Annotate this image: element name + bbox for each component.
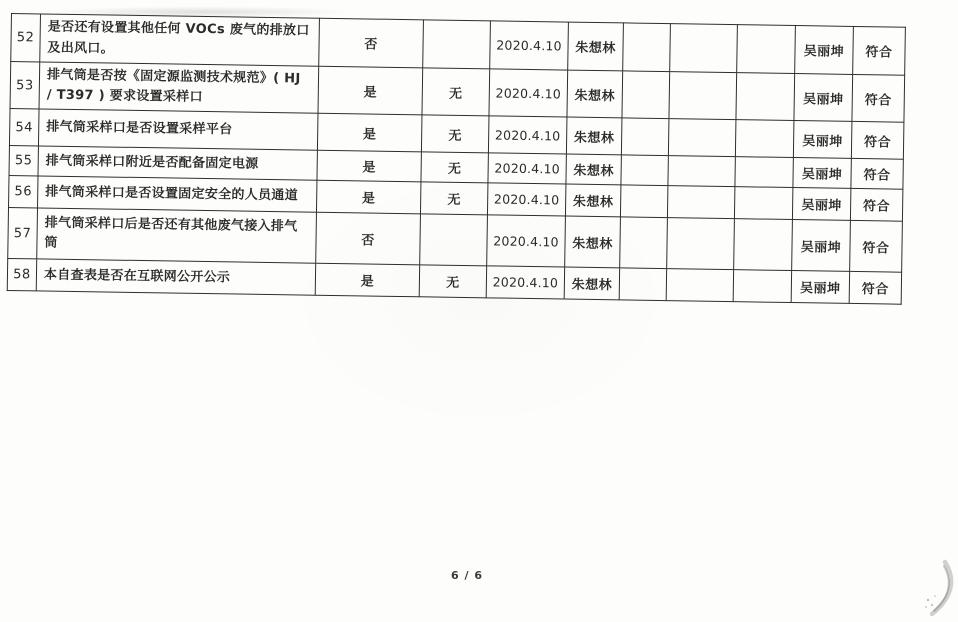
- cell-conclusion: 符合: [851, 159, 903, 190]
- cell-blank-2: [668, 156, 735, 187]
- cell-item: 排气筒采样口后是否还有其他废气接入排气筒: [37, 208, 317, 263]
- cell-date: 2020.4.10: [490, 21, 569, 70]
- cell-answer: 否: [316, 212, 421, 265]
- cell-blank-1: [620, 217, 668, 269]
- cell-reviewer: 吴丽坤: [795, 26, 854, 75]
- cell-blank-1: [620, 185, 667, 218]
- cell-conclusion: 符合: [850, 221, 903, 273]
- cell-remark: [420, 214, 488, 266]
- cell-blank-3: [733, 270, 791, 303]
- cell-item: 本自查表是否在互联网公开公示: [36, 259, 315, 295]
- cell-date: 2020.4.10: [486, 266, 564, 299]
- cell-answer: 是: [316, 181, 420, 215]
- cell-item: 是否还有设置其他任何 VOCs 废气的排放口及出风口。: [40, 14, 320, 66]
- cell-blank-2: [667, 186, 734, 219]
- cell-remark: [423, 20, 491, 69]
- cell-reviewer: 吴丽坤: [792, 188, 850, 221]
- scan-artifact-mark: [918, 556, 958, 622]
- cell-blank-3: [734, 187, 792, 220]
- cell-date: 2020.4.10: [487, 215, 566, 267]
- cell-row-number: 55: [9, 146, 38, 176]
- cell-self-inspector: 朱想林: [565, 216, 621, 268]
- cell-row-number: 57: [8, 208, 38, 259]
- cell-answer: 是: [315, 263, 419, 297]
- cell-self-inspector: 朱想林: [564, 267, 619, 300]
- cell-self-inspector: 朱想林: [568, 22, 624, 71]
- cell-remark: 无: [421, 115, 489, 153]
- cell-row-number: 53: [10, 62, 40, 110]
- cell-blank-2: [667, 218, 735, 270]
- cell-blank-2: [670, 24, 738, 73]
- cell-blank-2: [666, 269, 733, 302]
- cell-answer: 是: [317, 151, 421, 183]
- cell-answer: 是: [317, 114, 422, 153]
- cell-reviewer: 吴丽坤: [791, 271, 849, 304]
- cell-remark: 无: [419, 265, 486, 298]
- table-skew-wrapper: [7, 13, 906, 305]
- cell-remark: 无: [422, 68, 490, 116]
- cell-blank-1: [619, 268, 666, 301]
- cell-reviewer: 吴丽坤: [794, 74, 853, 122]
- cell-reviewer: 吴丽坤: [792, 220, 851, 272]
- cell-remark: 无: [420, 182, 487, 215]
- cell-date: 2020.4.10: [488, 116, 567, 154]
- cell-date: 2020.4.10: [489, 69, 568, 117]
- cell-self-inspector: 朱想林: [567, 70, 623, 118]
- cell-row-number: 52: [11, 14, 41, 62]
- cell-reviewer: 吴丽坤: [793, 158, 851, 189]
- cell-blank-2: [668, 119, 736, 157]
- cell-answer: 否: [319, 18, 424, 68]
- cell-blank-3: [735, 157, 793, 188]
- cell-self-inspector: 朱想林: [566, 117, 622, 155]
- cell-remark: 无: [421, 152, 488, 183]
- cell-conclusion: 符合: [852, 74, 905, 122]
- cell-blank-1: [623, 23, 671, 72]
- cell-blank-1: [622, 71, 670, 119]
- cell-blank-3: [734, 219, 793, 271]
- page-number: 6 / 6: [451, 569, 483, 582]
- cell-blank-2: [669, 72, 737, 120]
- cell-blank-1: [621, 118, 669, 156]
- cell-self-inspector: 朱想林: [566, 154, 621, 185]
- cell-blank-1: [621, 155, 668, 186]
- cell-reviewer: 吴丽坤: [793, 121, 852, 159]
- cell-blank-3: [735, 120, 794, 158]
- inspection-table: [7, 13, 906, 305]
- cell-conclusion: 符合: [849, 272, 901, 305]
- cell-date: 2020.4.10: [487, 183, 565, 216]
- cell-row-number: 54: [9, 109, 39, 146]
- cell-self-inspector: 朱想林: [565, 184, 620, 217]
- cell-conclusion: 符合: [851, 122, 904, 160]
- cell-conclusion: 符合: [850, 189, 902, 222]
- cell-row-number: 58: [7, 259, 36, 291]
- cell-blank-3: [736, 73, 795, 121]
- cell-conclusion: 符合: [853, 26, 906, 75]
- cell-item: 排气筒采样口是否设置采样平台: [38, 109, 318, 150]
- cell-blank-3: [737, 25, 796, 74]
- cell-item: 排气筒是否按《固定源监测技术规范》( HJ / T397 ) 要求设置采样口: [39, 62, 319, 114]
- cell-item: 排气筒采样口附近是否配备固定电源: [38, 146, 317, 180]
- cell-row-number: 56: [9, 176, 38, 208]
- cell-item: 排气筒采样口是否设置固定安全的人员通道: [38, 176, 317, 212]
- cell-date: 2020.4.10: [488, 153, 566, 184]
- cell-answer: 是: [318, 66, 423, 115]
